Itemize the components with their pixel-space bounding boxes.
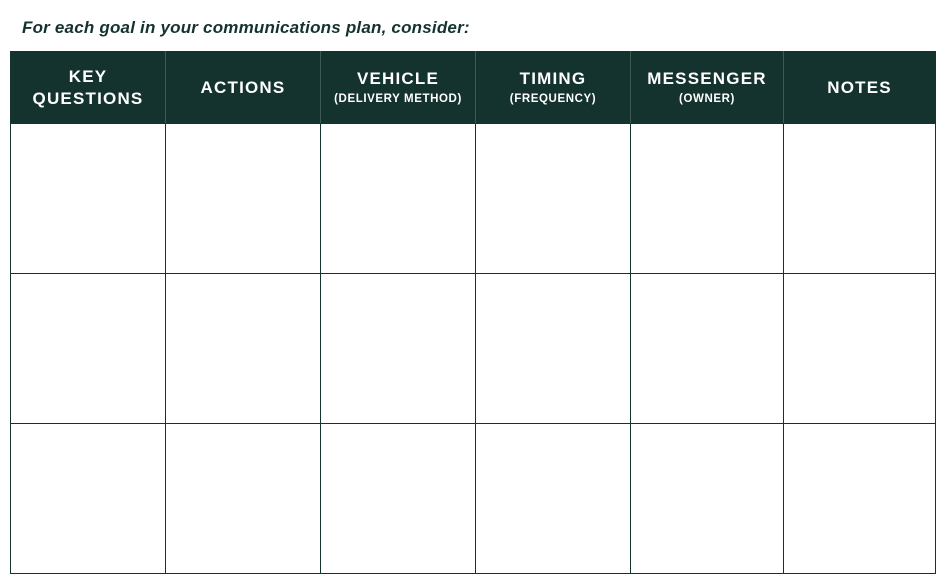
table-body xyxy=(11,124,936,574)
communications-plan-table xyxy=(10,51,935,573)
column-header-key-questions xyxy=(11,52,166,124)
cell-text xyxy=(19,430,157,442)
column-header-notes xyxy=(784,52,936,124)
cell-text xyxy=(792,280,927,292)
cell-text xyxy=(329,430,467,442)
column-title: VEHICLE xyxy=(356,69,440,89)
column-subtitle: (OWNER) xyxy=(679,92,735,105)
cell-notes[interactable] xyxy=(784,424,936,574)
cell-text xyxy=(639,280,775,292)
cell-actions[interactable] xyxy=(166,124,321,274)
cell-notes[interactable] xyxy=(784,124,936,274)
cell-text xyxy=(174,430,312,442)
table-header xyxy=(11,52,936,124)
cell-text xyxy=(19,280,157,292)
table-row xyxy=(11,124,936,274)
table-row xyxy=(11,274,936,424)
column-title: NOTES xyxy=(827,77,892,97)
column-subtitle: (DELIVERY METHOD) xyxy=(334,92,462,105)
cell-messenger[interactable] xyxy=(631,424,784,574)
cell-text xyxy=(329,280,467,292)
header-row xyxy=(11,52,936,124)
column-header-messenger xyxy=(631,52,784,124)
cell-vehicle[interactable] xyxy=(321,274,476,424)
column-header-timing xyxy=(476,52,631,124)
cell-messenger[interactable] xyxy=(631,274,784,424)
cell-actions[interactable] xyxy=(166,274,321,424)
column-title: KEY QUESTIONS xyxy=(32,67,144,108)
cell-text xyxy=(639,430,775,442)
cell-key-questions[interactable] xyxy=(11,124,166,274)
cell-text xyxy=(174,130,312,142)
column-subtitle: (FREQUENCY) xyxy=(509,92,597,105)
cell-timing[interactable] xyxy=(476,124,631,274)
cell-text xyxy=(174,280,312,292)
cell-timing[interactable] xyxy=(476,424,631,574)
cell-timing[interactable] xyxy=(476,274,631,424)
cell-text xyxy=(19,130,157,142)
cell-vehicle[interactable] xyxy=(321,124,476,274)
plan-grid xyxy=(10,51,936,574)
cell-vehicle[interactable] xyxy=(321,424,476,574)
cell-text xyxy=(792,430,927,442)
intro-text: For each goal in your communications plan, consider: xyxy=(22,18,470,37)
cell-text xyxy=(639,130,775,142)
table-row xyxy=(11,424,936,574)
cell-text xyxy=(329,130,467,142)
cell-actions[interactable] xyxy=(166,424,321,574)
column-title: MESSENGER xyxy=(647,69,767,89)
cell-text xyxy=(484,430,622,442)
cell-text xyxy=(484,130,622,142)
column-title: TIMING xyxy=(519,69,587,89)
column-header-actions xyxy=(166,52,321,124)
cell-key-questions[interactable] xyxy=(11,424,166,574)
column-title: ACTIONS xyxy=(200,77,286,97)
column-header-vehicle xyxy=(321,52,476,124)
cell-notes[interactable] xyxy=(784,274,936,424)
cell-messenger[interactable] xyxy=(631,124,784,274)
cell-text xyxy=(484,280,622,292)
cell-key-questions[interactable] xyxy=(11,274,166,424)
cell-text xyxy=(792,130,927,142)
